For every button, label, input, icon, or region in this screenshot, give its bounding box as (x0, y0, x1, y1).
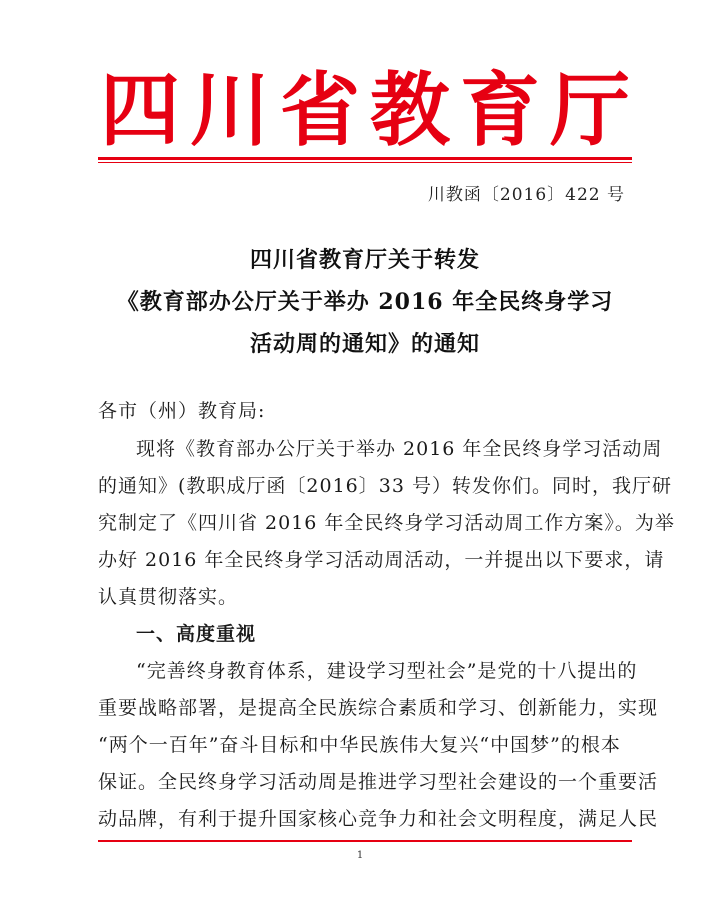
document-title-line-3: 活动周的通知》的通知 (249, 331, 480, 357)
header-char: 教 (370, 63, 450, 157)
page-number: 1 (356, 850, 364, 861)
header-rule-thick (98, 157, 632, 160)
salutation: 各市（州）教育局: (98, 400, 266, 422)
document-title-line-1: 四川省教育厅关于转发 (249, 247, 480, 273)
paragraph-1-line-5: 认真贯彻落实。 (98, 586, 239, 608)
header-char: 育 (460, 63, 540, 157)
header-char: 省 (280, 63, 360, 157)
header-char: 厅 (550, 63, 630, 157)
paragraph-2-line-5: 动品牌，有利于提升国家核心竞争力和社会文明程度，满足人民 (98, 808, 659, 830)
section-heading-1: 一、高度重视 (136, 623, 257, 645)
footer-rule (98, 840, 632, 842)
header-char: 四 (100, 63, 180, 157)
paragraph-1-line-4: 办好 2016 年全民终身学习活动周活动，一并提出以下要求，请 (98, 549, 665, 571)
paragraph-1-line-3: 究制定了《四川省 2016 年全民终身学习活动周工作方案》。为举 (98, 512, 675, 534)
paragraph-1-line-1: 现将《教育部办公厅关于举办 2016 年全民终身学习活动周 (136, 438, 663, 460)
paragraph-2-line-4: 保证。全民终身学习活动周是推进学习型社会建设的一个重要活 (98, 771, 659, 793)
issuing-authority-header (100, 63, 630, 157)
document-title-line-2: 《教育部办公厅关于举办 2016 年全民终身学习 (116, 289, 614, 315)
header-char: 川 (190, 63, 270, 157)
document-number: 川教函〔2016〕422 号 (427, 185, 625, 205)
paragraph-2-line-2: 重要战略部署，是提高全民族综合素质和学习、创新能力，实现 (98, 697, 659, 719)
paragraph-2-line-1: “完善终身教育体系，建设学习型社会”是党的十八提出的 (136, 660, 638, 682)
header-rule-thin (98, 162, 632, 163)
paragraph-1-line-2: 的通知》(教职成厅函〔2016〕33 号）转发你们。同时，我厅研 (98, 475, 672, 497)
paragraph-2-line-3: “两个一百年”奋斗目标和中华民族伟大复兴“中国梦”的根本 (98, 734, 621, 756)
